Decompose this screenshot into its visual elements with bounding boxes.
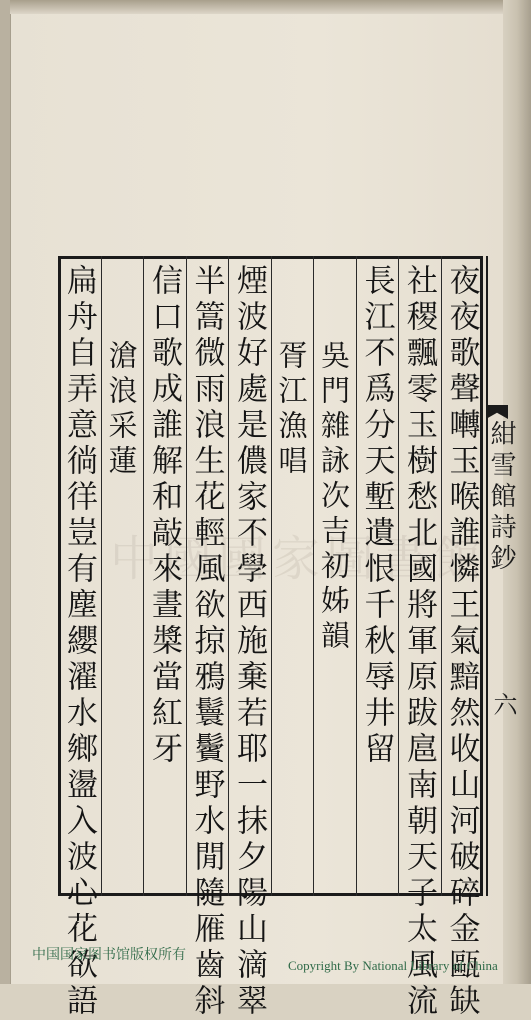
running-title: 紺雪館詩鈔 — [486, 420, 516, 575]
column-rule — [398, 256, 399, 896]
text-column: 煙波好處是儂家不學西施棄若耶一抹夕陽山滴翠 — [231, 264, 267, 1020]
column-rule — [186, 256, 187, 896]
copyright-chinese: 中国国家图书馆版权所有 — [32, 947, 186, 963]
binding-edge — [0, 0, 11, 984]
page-top-stain — [10, 0, 503, 14]
column-rule — [271, 256, 272, 896]
text-column: 信口歌成誰解和敲來晝槳當紅牙 — [146, 264, 182, 768]
text-column: 胥江漁唱 — [274, 340, 309, 480]
column-rule — [101, 256, 102, 896]
copyright-english: Copyright By National Library of China — [288, 958, 498, 973]
column-rule — [228, 256, 229, 896]
column-rule — [356, 256, 357, 896]
text-column: 夜夜歌聲囀玉喉誰憐王氣黯然收山河破碎金甌缺 — [443, 264, 480, 1020]
text-column: 扁舟自弄意徜徉豈有塵纓濯水鄉盪入波心花欲語 — [61, 264, 97, 1020]
text-column: 長江不爲分天塹遺恨千秋辱井留 — [358, 264, 395, 768]
text-column: 吳門雜詠次吉初姊韻 — [317, 340, 351, 655]
page-number: 六 — [489, 692, 517, 716]
text-column: 半篙微雨浪生花輕風欲掠鴉鬟鬢野水閒隨雁齒斜 — [188, 264, 225, 1020]
center-banner — [486, 256, 510, 896]
text-column: 社稷飄零玉樹愁北國將軍原跋扈南朝天子太風流 — [401, 264, 437, 1020]
column-rule — [143, 256, 144, 896]
column-rule — [313, 256, 314, 896]
column-rule — [441, 256, 442, 896]
text-column: 滄浪采蓮 — [104, 340, 139, 480]
